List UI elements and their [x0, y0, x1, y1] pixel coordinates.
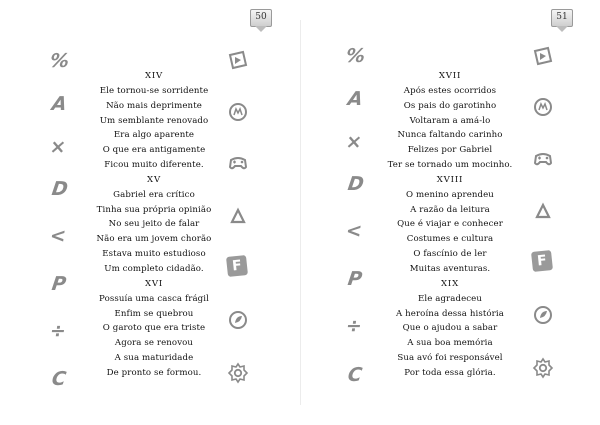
- dial-icon: [532, 96, 554, 118]
- page-number-right: 51: [551, 9, 573, 27]
- stanza-heading: XIV: [144, 71, 164, 81]
- poem-line: Que o ajudou a sabar: [402, 323, 498, 334]
- deco-letter-p: P: [346, 268, 364, 290]
- poem-line: Estava muito estudioso: [102, 249, 206, 260]
- deco-percent-glyph: %: [48, 50, 71, 72]
- poem-line: No seu jeito de falar: [108, 219, 200, 230]
- leaf-disc-icon: [532, 304, 554, 326]
- triangle-icon: [532, 200, 554, 222]
- poem-line: Costumes e cultura: [406, 234, 494, 245]
- deco-percent-glyph: %: [344, 45, 367, 67]
- gamepad-icon: [532, 148, 554, 170]
- poem-line: Ter se tornado um mocinho.: [387, 160, 513, 171]
- poem-line: Muitas aventuras.: [409, 263, 491, 274]
- poem-line: Sua avó foi responsável: [397, 353, 503, 364]
- dial-icon: [227, 101, 249, 123]
- poem-line: Gabriel era crítico: [113, 189, 195, 200]
- poem-line: A sua maturidade: [114, 353, 194, 364]
- poem-line: Enfim se quebrou: [114, 308, 194, 319]
- poem-line: Felizes por Gabriel: [407, 145, 493, 156]
- stanza-heading: XVII: [438, 71, 462, 81]
- deco-less-than-glyph: <: [48, 225, 68, 247]
- poem-line: Um semblante renovado: [99, 115, 209, 126]
- poem-line: Possuía uma casca frágil: [99, 293, 209, 304]
- poem-line: De pronto se formou.: [106, 367, 202, 378]
- page-right: [300, 0, 600, 425]
- poem-line: Agora se renovou: [114, 338, 194, 349]
- poem-line: A heroína dessa história: [396, 308, 504, 319]
- deco-letter-a: A: [346, 88, 365, 110]
- poem-right: [376, 69, 524, 381]
- f-tile-icon: F: [226, 255, 248, 277]
- deco-letter-a: A: [50, 93, 69, 115]
- poem-line: Era algo aparente: [113, 130, 195, 141]
- poem-line: Ficou muito diferente.: [104, 160, 204, 171]
- stanza-heading: XVIII: [436, 174, 464, 185]
- poem-line: A razão da leitura: [410, 204, 490, 215]
- poem-line: O garoto que era triste: [102, 323, 206, 334]
- stanza-heading: XV: [147, 174, 161, 185]
- deco-letter-c: C: [346, 364, 364, 386]
- play-tile-icon: [227, 49, 249, 71]
- play-tile-icon: [532, 45, 554, 67]
- deco-letter-c: C: [50, 368, 68, 390]
- triangle-icon: [227, 205, 249, 227]
- poem-line: Um completo cidadão.: [104, 263, 204, 274]
- leaf-disc-icon: [227, 309, 249, 331]
- deco-letter-d: D: [346, 173, 366, 195]
- stanza-heading: XVI: [144, 278, 164, 289]
- page-number-left: 50: [250, 9, 272, 27]
- gear-icon: [227, 362, 249, 384]
- poem-line: O menino aprendeu: [406, 189, 494, 200]
- deco-times-glyph: ×: [344, 131, 364, 153]
- gamepad-icon: [227, 152, 249, 174]
- gear-icon: [532, 357, 554, 379]
- poem-line: Não era um jovem chorão: [96, 234, 212, 245]
- deco-letter-d: D: [50, 178, 70, 200]
- poem-line: O fascínio de ler: [413, 249, 487, 260]
- poem-line: Os pais do garotinho: [403, 100, 497, 111]
- poem-line: Que é viajar e conhecer: [397, 219, 503, 230]
- poem-line: Nunca faltando carinho: [397, 130, 503, 141]
- poem-line: Ele agradeceu: [417, 293, 483, 304]
- deco-times-glyph: ×: [48, 136, 68, 158]
- poem-line: Tinha sua própria opinião: [96, 204, 212, 215]
- poem-line: A sua boa memória: [407, 338, 493, 349]
- deco-divide-glyph: ÷: [48, 320, 68, 342]
- poem-line: Ele tornou-se sorridente: [99, 85, 209, 96]
- stanza-heading: XIX: [440, 278, 460, 289]
- deco-divide-glyph: ÷: [344, 315, 364, 337]
- poem-line: Após estes ocorridos: [403, 85, 497, 96]
- poem-line: Por toda essa glória.: [404, 367, 496, 378]
- deco-less-than-glyph: <: [344, 220, 364, 242]
- f-tile-icon: F: [531, 250, 553, 272]
- poem-line: Não mais deprimente: [106, 100, 202, 111]
- poem-line: O que era antigamente: [102, 145, 206, 156]
- deco-letter-p: P: [50, 273, 68, 295]
- poem-line: Voltaram a amá-lo: [409, 115, 491, 126]
- poem-left: [80, 69, 228, 381]
